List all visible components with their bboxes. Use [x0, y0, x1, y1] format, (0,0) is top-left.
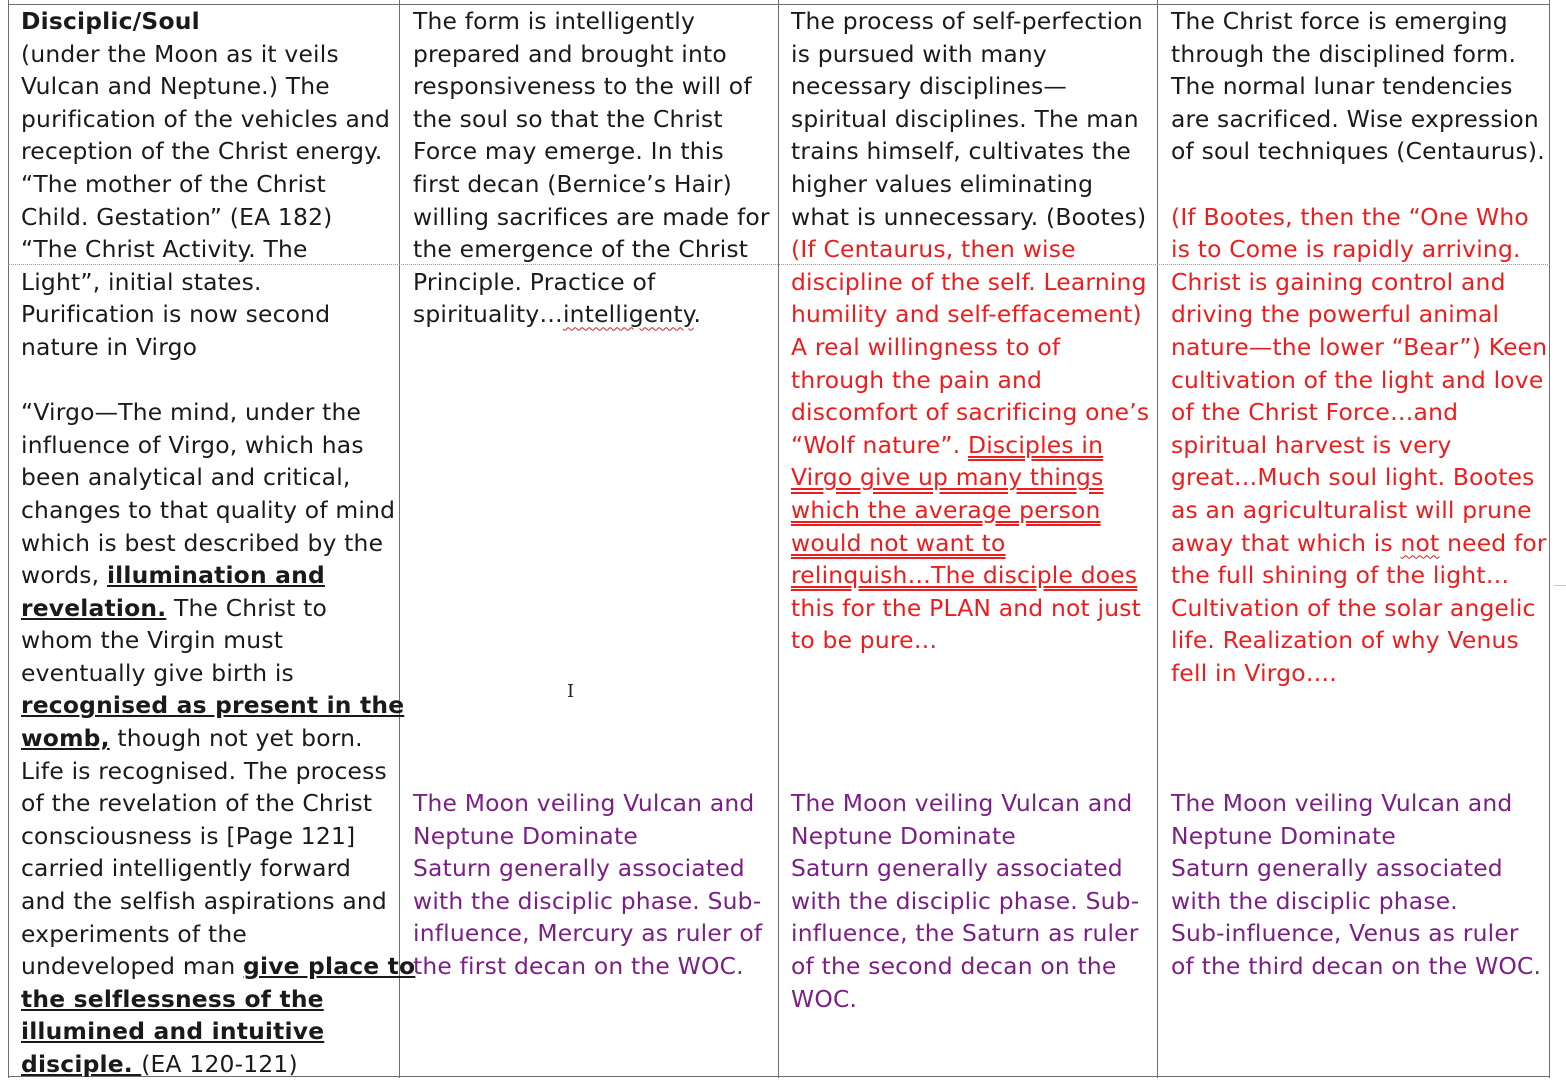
underlined-line: relinquish…The disciple does — [791, 561, 1138, 590]
emphasis-run: illumination and — [106, 561, 325, 590]
ruler-line: The Moon veiling Vulcan and — [413, 789, 755, 817]
emphasis-run: disciple. — [21, 1050, 142, 1078]
commentary-line: life. Realization of why Venus — [1171, 626, 1519, 655]
ruler-line: of the second decan on the — [791, 951, 1117, 980]
commentary-line: the full shining of the light… — [1171, 561, 1510, 590]
blank-line — [1171, 168, 1547, 201]
ruler-line: WOC. — [791, 984, 858, 1013]
commentary-line: this for the PLAN and not just — [791, 593, 1142, 622]
text-line: first decan (Bernice’s Hair) — [413, 169, 732, 198]
ruler-line: influence, Mercury as ruler of — [413, 919, 763, 948]
text-line: through the disciplined form. — [1171, 39, 1517, 68]
text-line: necessary disciplines— — [791, 72, 1067, 101]
text-line: is pursued with many — [791, 39, 1047, 68]
text-line: purification of the vehicles and — [21, 104, 391, 133]
emphasis-run: revelation. — [21, 593, 167, 622]
quote-line: which is best described by the — [21, 528, 384, 557]
text-line: Vulcan and Neptune.) The — [21, 72, 330, 101]
commentary-line: fell in Virgo…. — [1171, 658, 1337, 687]
cell-heading: Disciplic/Soul — [21, 7, 200, 35]
quote-line: of the revelation of the Christ — [21, 789, 373, 818]
text-line: prepared and brought into — [413, 39, 727, 68]
cell-third-decan-rulers[interactable] — [1171, 787, 1541, 983]
table-border-right — [1549, 0, 1550, 1078]
table-border-left — [8, 0, 9, 1078]
commentary-line: (If Centaurus, then wise — [791, 235, 1076, 264]
ruler-line: The Moon veiling Vulcan and — [1171, 789, 1513, 817]
text-line: spiritual disciplines. The man — [791, 104, 1139, 133]
quote-line: “Virgo—The mind, under the — [21, 398, 362, 427]
cell-first-decan-rulers[interactable] — [413, 787, 762, 983]
ruler-line: Neptune Dominate — [791, 821, 1016, 850]
text-line: The normal lunar tendencies — [1171, 72, 1513, 101]
quote-line: changes to that quality of mind — [21, 495, 396, 524]
text-line: willing sacrifices are made for — [413, 202, 770, 231]
commentary-line: Cultivation of the solar angelic — [1171, 593, 1536, 622]
text-line: (under the Moon as it veils — [21, 39, 339, 68]
quote-line: experiments of the — [21, 919, 247, 948]
emphasis-line: the selflessness of the — [21, 984, 324, 1013]
commentary-line: spiritual harvest is very — [1171, 430, 1452, 459]
ruler-line: of the third decan on the WOC. — [1171, 951, 1542, 980]
ruler-line: Saturn generally associated — [413, 854, 745, 883]
commentary-line: nature—the lower “Bear”) Keen — [1171, 332, 1548, 361]
text-run: spirituality… — [413, 300, 563, 329]
commentary-line: is to Come is rapidly arriving. — [1171, 235, 1521, 264]
ruler-line: with the disciplic phase. Sub- — [413, 886, 762, 915]
text-line: are sacrificed. Wise expression — [1171, 104, 1539, 133]
ruler-line: Saturn generally associated — [1171, 854, 1503, 883]
ruler-line: with the disciplic phase. Sub- — [791, 886, 1140, 915]
ruler-mark — [1554, 585, 1566, 586]
quote-line: been analytical and critical, — [21, 463, 351, 492]
text-line — [413, 298, 770, 331]
emphasis-line: illumined and intuitive — [21, 1017, 325, 1046]
text-line: Child. Gestation” (EA 182) — [21, 202, 333, 231]
text-run: words, — [21, 561, 107, 590]
underlined-line: Virgo give up many things — [791, 463, 1104, 492]
text-run: . — [693, 300, 702, 329]
quote-line: influence of Virgo, which has — [21, 430, 364, 459]
text-line: the soul so that the Christ — [413, 104, 723, 133]
commentary-line: (If Bootes, then the “One Who — [1171, 202, 1529, 231]
text-line: Purification is now second — [21, 300, 331, 329]
text-run: need for — [1439, 528, 1547, 557]
quote-line — [21, 722, 415, 755]
ruler-line: with the disciplic phase. — [1171, 886, 1458, 915]
ruler-line: Neptune Dominate — [413, 821, 638, 850]
commentary-line: as an agriculturalist will prune — [1171, 495, 1532, 524]
commentary-line — [1171, 527, 1547, 560]
quote-line — [21, 1048, 415, 1081]
flagged-word: not — [1400, 528, 1440, 557]
ruler-line: Saturn generally associated — [791, 854, 1123, 883]
cell-second-decan[interactable] — [791, 5, 1149, 657]
commentary-line: discomfort of sacrificing one’s — [791, 398, 1150, 427]
underlined-line: would not want to — [791, 528, 1006, 557]
text-line: what is unnecessary. (Bootes) — [791, 202, 1147, 231]
cell-third-decan[interactable] — [1171, 5, 1547, 689]
quote-line: whom the Virgin must — [21, 626, 284, 655]
cell-second-decan-rulers[interactable] — [791, 787, 1139, 1015]
ruler-line: the first decan on the WOC. — [413, 951, 744, 980]
text-line: of soul techniques (Centaurus). — [1171, 137, 1545, 166]
text-line: nature in Virgo — [21, 332, 198, 361]
quote-line — [21, 950, 415, 983]
column-divider-2 — [778, 0, 779, 1078]
text-run: The Christ to — [166, 593, 328, 622]
text-line: higher values eliminating — [791, 169, 1094, 198]
quote-line: eventually give birth is — [21, 658, 294, 687]
text-run: undeveloped man — [21, 952, 244, 981]
commentary-line: driving the powerful animal — [1171, 300, 1500, 329]
commentary-line: cultivation of the light and love — [1171, 365, 1544, 394]
commentary-line: A real willingness to of — [791, 332, 1061, 361]
text-run: away that which is — [1171, 528, 1401, 557]
text-line: the emergence of the Christ — [413, 235, 749, 264]
commentary-line: Christ is gaining control and — [1171, 267, 1506, 296]
underlined-run: Disciples in — [968, 430, 1104, 459]
column-divider-3 — [1157, 0, 1158, 1078]
ruler-line: Sub-influence, Venus as ruler — [1171, 919, 1519, 948]
text-line: The Christ force is emerging — [1171, 7, 1508, 35]
text-line: Force may emerge. In this — [413, 137, 724, 166]
quote-line: carried intelligently forward — [21, 854, 352, 883]
text-run: though not yet born. — [109, 724, 363, 753]
quote-line: consciousness is [Page 121] — [21, 821, 356, 850]
commentary-line — [791, 429, 1149, 462]
commentary-line: of the Christ Force…and — [1171, 398, 1459, 427]
text-cursor-icon: I — [567, 681, 575, 702]
text-line: trains himself, cultivates the — [791, 137, 1131, 166]
emphasis-line: recognised as present in the — [21, 691, 405, 720]
commentary-line: discipline of the self. Learning — [791, 267, 1147, 296]
underlined-line: which the average person — [791, 495, 1101, 524]
commentary-line: through the pain and — [791, 365, 1043, 394]
quote-line: and the selfish aspirations and — [21, 887, 387, 916]
emphasis-run: give place to — [243, 952, 416, 981]
text-line: responsiveness to the will of — [413, 72, 752, 101]
commentary-line: to be pure… — [791, 626, 938, 655]
ruler-line: influence, the Saturn as ruler — [791, 919, 1139, 948]
text-line: The process of self-perfection — [791, 7, 1143, 35]
text-line: The form is intelligently — [413, 7, 695, 35]
text-line: Light”, initial states. — [21, 267, 262, 296]
commentary-line: great…Much soul light. Bootes — [1171, 463, 1535, 492]
misspelled-word: intelligenty — [562, 300, 694, 329]
cell-disciplic-soul[interactable] — [21, 5, 415, 1081]
citation-run: (EA 120-121) — [141, 1050, 298, 1078]
ruler-line: The Moon veiling Vulcan and — [791, 789, 1133, 817]
ruler-line: Neptune Dominate — [1171, 821, 1396, 850]
text-line: “The mother of the Christ — [21, 169, 327, 198]
emphasis-run: womb, — [21, 724, 110, 753]
blank-line — [21, 364, 415, 397]
text-line: “The Christ Activity. The — [21, 235, 308, 264]
text-line: reception of the Christ energy. — [21, 137, 383, 166]
text-line: Principle. Practice of — [413, 267, 656, 296]
commentary-line: humility and self-effacement) — [791, 300, 1142, 329]
quote-line — [21, 592, 415, 625]
quote-line: Life is recognised. The process — [21, 756, 387, 785]
text-run: “Wolf nature”. — [791, 430, 968, 459]
cell-first-decan[interactable] — [413, 5, 770, 331]
quote-line — [21, 559, 415, 592]
